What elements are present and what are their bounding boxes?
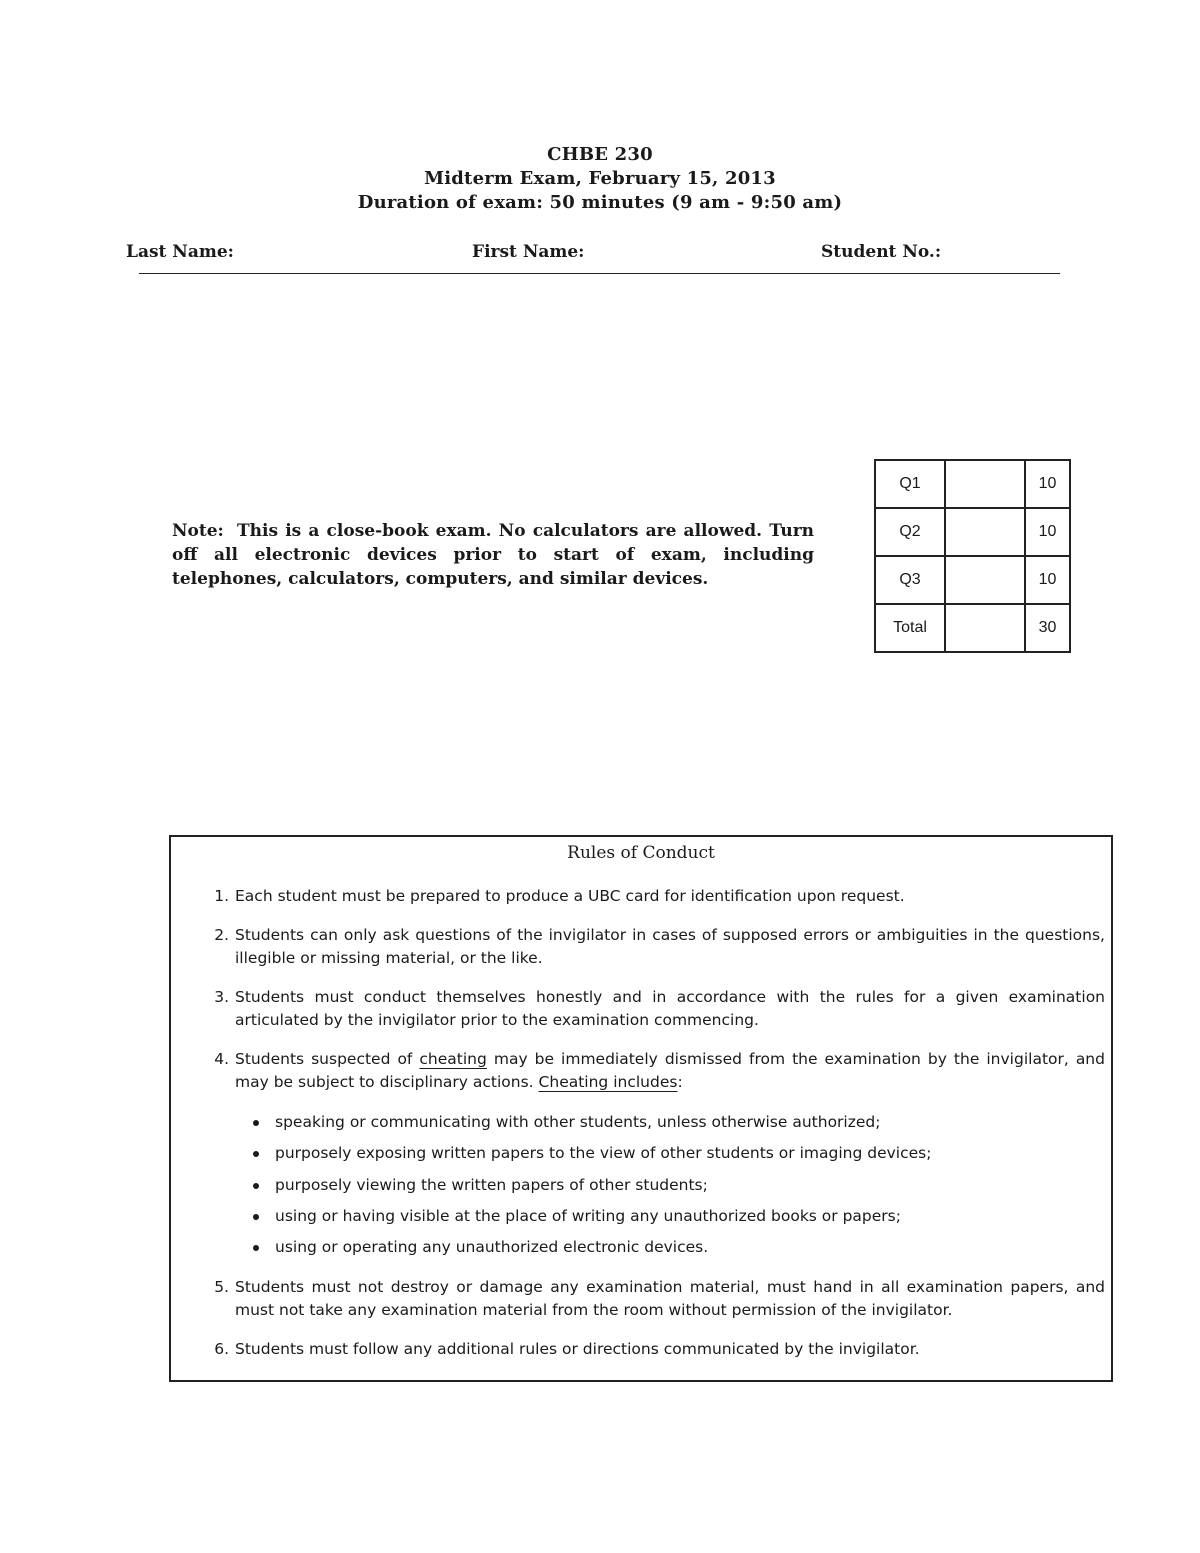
- question-cell: Q3: [875, 556, 945, 604]
- bullet-text: purposely viewing the written papers of other students;: [275, 1176, 708, 1194]
- table-row: [875, 460, 1070, 508]
- bullet-icon: [253, 1214, 259, 1220]
- max-mark-cell: 10: [1025, 460, 1070, 508]
- rule-item-1: [207, 885, 1105, 908]
- rule-text-part: Students suspected of: [235, 1050, 413, 1068]
- list-item: [253, 1111, 1093, 1134]
- score-cell: [945, 460, 1025, 508]
- underlined-term-cheating: cheating: [419, 1050, 487, 1068]
- rule-number: 6.: [214, 1340, 229, 1358]
- rule-number: 3.: [214, 988, 229, 1006]
- score-cell: [945, 508, 1025, 556]
- bullet-icon: [253, 1151, 259, 1157]
- underlined-term-cheating-includes: Cheating includes: [538, 1073, 678, 1091]
- rule-item-5: [207, 1276, 1105, 1322]
- max-mark-cell: 10: [1025, 556, 1070, 604]
- total-score-cell: [945, 604, 1025, 652]
- rule-text: Students must not destroy or damage any examination material, must hand in all examination papers, and must not take any examination material from the room without permission of the invigilator.: [235, 1278, 1105, 1319]
- rule-number: 2.: [214, 926, 229, 944]
- note-text: This is a close-book exam. No calculators are allowed. Turn off all electronic devices prior to start of exam, including telephones, calculators, computers, and similar devices.: [172, 521, 815, 589]
- rule-text-part: may be immediately dismissed from the examination by the invigilator, and may be subject to disciplinary actions.: [235, 1050, 1105, 1091]
- rule-item-4: [207, 1048, 1105, 1094]
- rule-item-2: [207, 924, 1105, 970]
- rule-number: 5.: [214, 1278, 229, 1296]
- rule-text: Students must conduct themselves honestly and in accordance with the rules for a given examination articulated by the invigilator prior to the examination commencing.: [235, 988, 1105, 1029]
- rule-text: Students must follow any additional rules or directions communicated by the invigilator.: [235, 1340, 920, 1358]
- bullet-text: using or operating any unauthorized electronic devices.: [275, 1238, 709, 1256]
- bullet-icon: [253, 1245, 259, 1251]
- total-max-cell: 30: [1025, 604, 1070, 652]
- bullet-icon: [253, 1183, 259, 1189]
- bullet-text: using or having visible at the place of writing any unauthorized books or papers;: [275, 1207, 901, 1225]
- student-info-bar: [0, 240, 1200, 270]
- question-cell: Q1: [875, 460, 945, 508]
- rule-text-part: :: [677, 1073, 683, 1091]
- exam-title: Midterm Exam, February 15, 2013: [424, 168, 776, 189]
- rule-text: Students can only ask questions of the invigilator in cases of supposed errors or ambiguities in the questions, illegible or missing material, or the like.: [235, 926, 1105, 967]
- list-item: [253, 1174, 1093, 1197]
- rule-text: Each student must be prepared to produce a UBC card for identification upon request.: [235, 887, 905, 905]
- note-label: Note:: [172, 521, 224, 541]
- question-cell: Q2: [875, 508, 945, 556]
- rule-item-3: [207, 986, 1105, 1032]
- rules-title: Rules of Conduct: [567, 843, 715, 863]
- total-label-cell: Total: [875, 604, 945, 652]
- exam-duration: Duration of exam: 50 minutes (9 am - 9:50 am): [357, 192, 843, 213]
- score-cell: [945, 556, 1025, 604]
- rule-number: 1.: [214, 887, 229, 905]
- last-name-label: Last Name:: [126, 242, 234, 262]
- student-no-label: Student No.:: [821, 242, 942, 262]
- list-item: [253, 1142, 1093, 1165]
- rule-number: 4.: [214, 1050, 229, 1068]
- rules-of-conduct-box: [169, 835, 1113, 1382]
- bullet-text: speaking or communicating with other students, unless otherwise authorized;: [275, 1113, 881, 1131]
- name-underline: [139, 273, 1060, 274]
- bullet-text: purposely exposing written papers to the view of other students or imaging devices;: [275, 1144, 932, 1162]
- course-code: CHBE 230: [547, 144, 653, 165]
- first-name-label: First Name:: [472, 242, 585, 262]
- table-row: [875, 556, 1070, 604]
- list-item: [253, 1236, 1093, 1259]
- table-row: [875, 604, 1070, 652]
- list-item: [253, 1205, 1093, 1228]
- rule-item-6: [207, 1338, 1105, 1361]
- exam-header: [0, 143, 1200, 215]
- bullet-icon: [253, 1120, 259, 1126]
- exam-note: [172, 519, 814, 591]
- score-table: [874, 459, 1071, 653]
- max-mark-cell: 10: [1025, 508, 1070, 556]
- rule-text: [235, 1048, 1105, 1094]
- table-row: [875, 508, 1070, 556]
